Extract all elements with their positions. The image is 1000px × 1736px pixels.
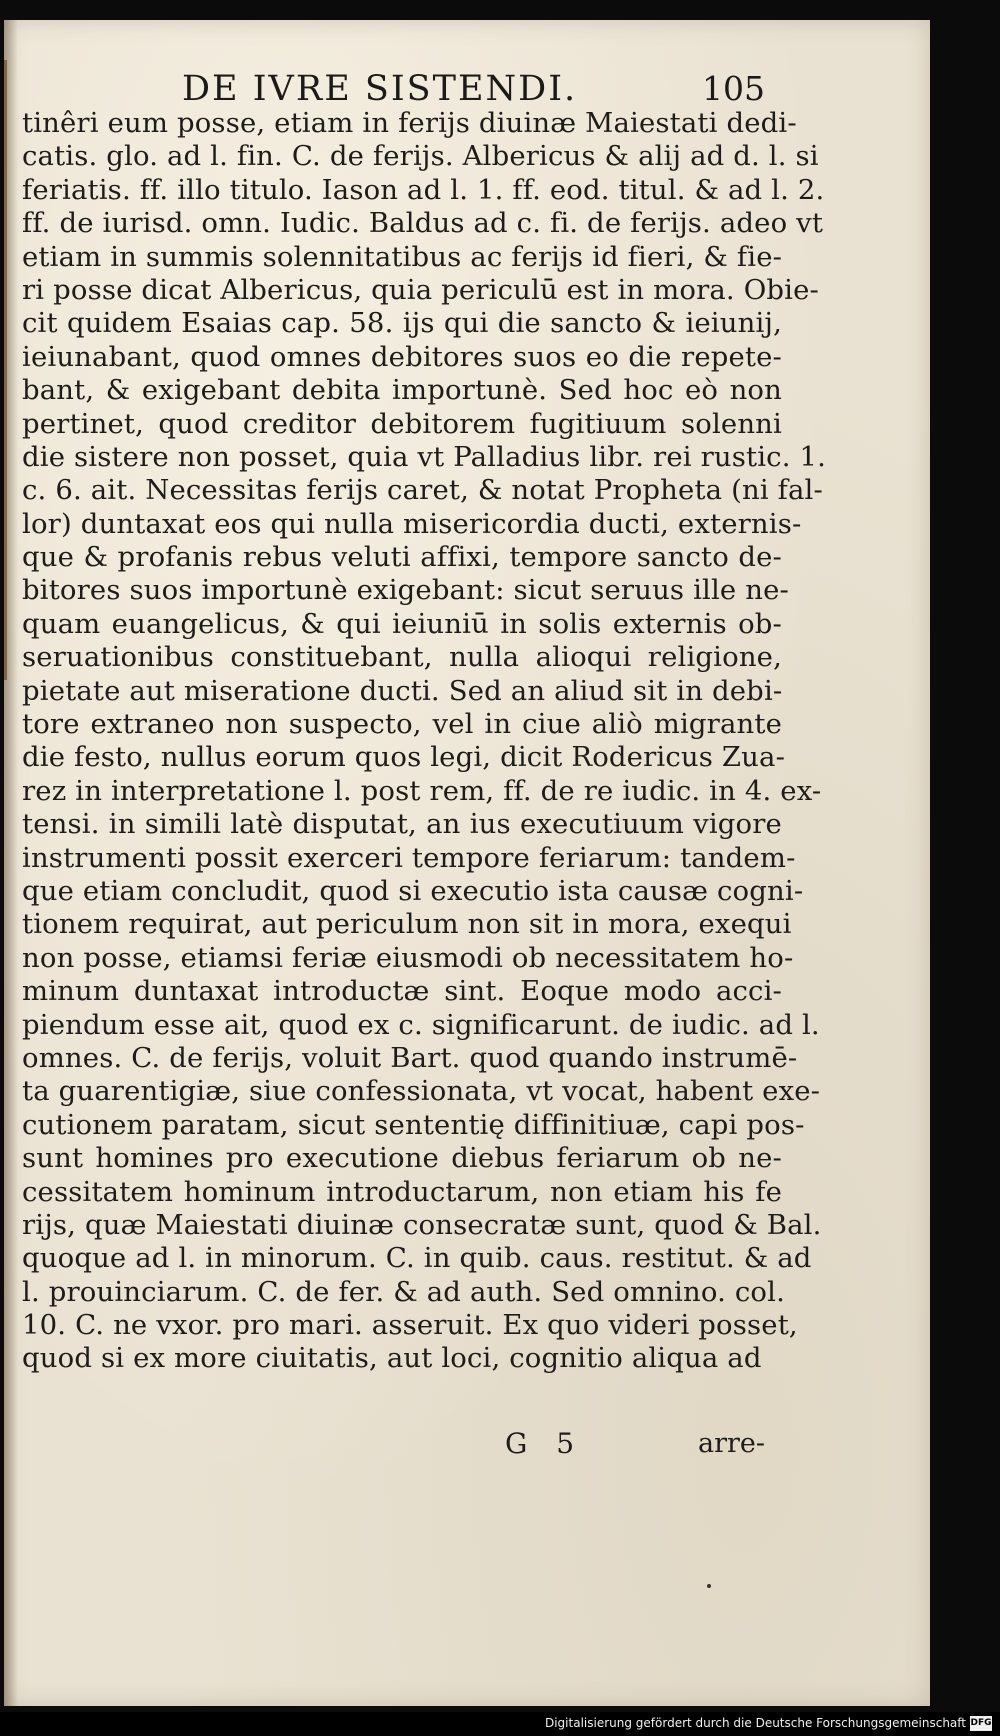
dfg-logo-icon: DFG — [970, 1716, 992, 1731]
text-line: ff. de iurisd. omn. Iudic. Baldus ad c. fi. de ferijs. adeo vt — [22, 207, 824, 240]
text-line: que etiam concludit, quod si executio ista causæ cogni- — [22, 874, 804, 907]
text-line: ta guarentigiæ, siue confessionata, vt vocat, habent exe- — [22, 1075, 821, 1108]
text-line: etiam in summis solennitatibus ac ferijs id fieri, & fie- — [22, 240, 783, 273]
text-line: minum duntaxat introductæ sint. Eoque modo acci- — [22, 975, 782, 1008]
text-line: seruationibus constituebant, nulla alioqui religione, — [22, 641, 782, 674]
text-line: cit quidem Esaias cap. 58. ijs qui die sancto & ieiunij, — [22, 307, 782, 340]
text-line: ieiunabant, quod omnes debitores suos eo die repete- — [22, 340, 782, 373]
text-line: cessitatem hominum introductarum, non etiam his fe — [22, 1175, 782, 1208]
text-line: catis. glo. ad l. fin. C. de ferijs. Albericus & alij ad d. l. si — [22, 140, 819, 173]
catchword: arre- — [697, 1428, 765, 1459]
text-line: rijs, quæ Maiestati diuinæ consecratæ sunt, quod & Bal. — [22, 1208, 822, 1241]
page-header — [150, 66, 765, 112]
text-line: tinêri eum posse, etiam in ferijs diuinæ Maiestati dedi- — [22, 107, 797, 139]
text-line: instrumenti possit exerceri tempore feriarum: tandem- — [22, 841, 796, 874]
page-number: 105 — [702, 69, 765, 108]
text-line: l. prouinciarum. C. de fer. & ad auth. Sed omnino. col. — [22, 1275, 785, 1308]
text-line: pertinet, quod creditor debitorem fugitiuum solenni — [22, 407, 782, 440]
text-line: quod si ex more ciuitatis, aut loci, cognitio aliqua ad — [22, 1342, 762, 1375]
text-line: die sistere non posset, quia vt Palladius libr. rei rustic. 1. — [22, 440, 827, 473]
text-line: que & profanis rebus veluti affixi, tempore sancto de- — [22, 541, 782, 574]
ink-speck — [707, 1584, 711, 1588]
body-text — [22, 107, 827, 1376]
text-line: cutionem paratam, sicut sententię diffinitiuæ, capi pos- — [22, 1108, 805, 1141]
text-line: ri posse dicat Albericus, quia periculū est in mora. Obie- — [22, 273, 819, 306]
text-line: piendum esse ait, quod ex c. significarunt. de iudic. ad l. — [22, 1008, 820, 1041]
text-line: die festo, nullus eorum quos legi, dicit Rodericus Zua- — [22, 741, 786, 774]
text-line: lor) duntaxat eos qui nulla misericordia ducti, externis- — [22, 507, 802, 540]
gutter-mark — [4, 60, 7, 680]
text-line: omnes. C. de ferijs, voluit Bart. quod quando instrumē- — [22, 1041, 798, 1074]
text-line: c. 6. ait. Necessitas ferijs caret, & notat Propheta (ni fal- — [22, 474, 823, 507]
text-line: tionem requirat, aut periculum non sit in mora, exequi — [22, 908, 792, 941]
text-line: quoque ad l. in minorum. C. in quib. caus. restitut. & ad — [22, 1242, 812, 1275]
text-line: non posse, etiamsi feriæ eiusmodi ob necessitatem ho- — [22, 941, 794, 974]
text-line: 10. C. ne vxor. pro mari. asseruit. Ex quo videri posset, — [22, 1309, 798, 1342]
text-line: tensi. in simili latè disputat, an ius executiuum vigore — [22, 808, 782, 841]
text-line: quam euangelicus, & qui ieiuniū in solis externis ob- — [22, 607, 782, 640]
credit-bar — [0, 1712, 1000, 1736]
text-line: bitores suos importunè exigebant: sicut seruus ille ne- — [22, 574, 789, 607]
page-footer — [495, 1424, 765, 1464]
text-line: sunt homines pro executione diebus feriarum ob ne- — [22, 1142, 782, 1175]
text-line: feriatis. ff. illo titulo. Iason ad l. 1. ff. eod. titul. & ad l. 2. — [22, 173, 825, 206]
text-line: bant, & exigebant debita importunè. Sed hoc eò non — [22, 374, 782, 407]
text-line: tore extraneo non suspecto, vel in ciue aliò migrante — [22, 708, 782, 741]
signature-mark: G 5 — [505, 1427, 585, 1460]
text-line: rez in interpretatione l. post rem, ff. de re iudic. in 4. ex- — [22, 774, 822, 807]
text-line: pietate aut miseratione ducti. Sed an aliud sit in debi- — [22, 674, 783, 707]
running-title: DE IVRE SISTENDI. — [182, 69, 578, 109]
digitization-credit: Digitalisierung gefördert durch die Deutsche Forschungsgemeinschaft — [544, 1716, 966, 1730]
